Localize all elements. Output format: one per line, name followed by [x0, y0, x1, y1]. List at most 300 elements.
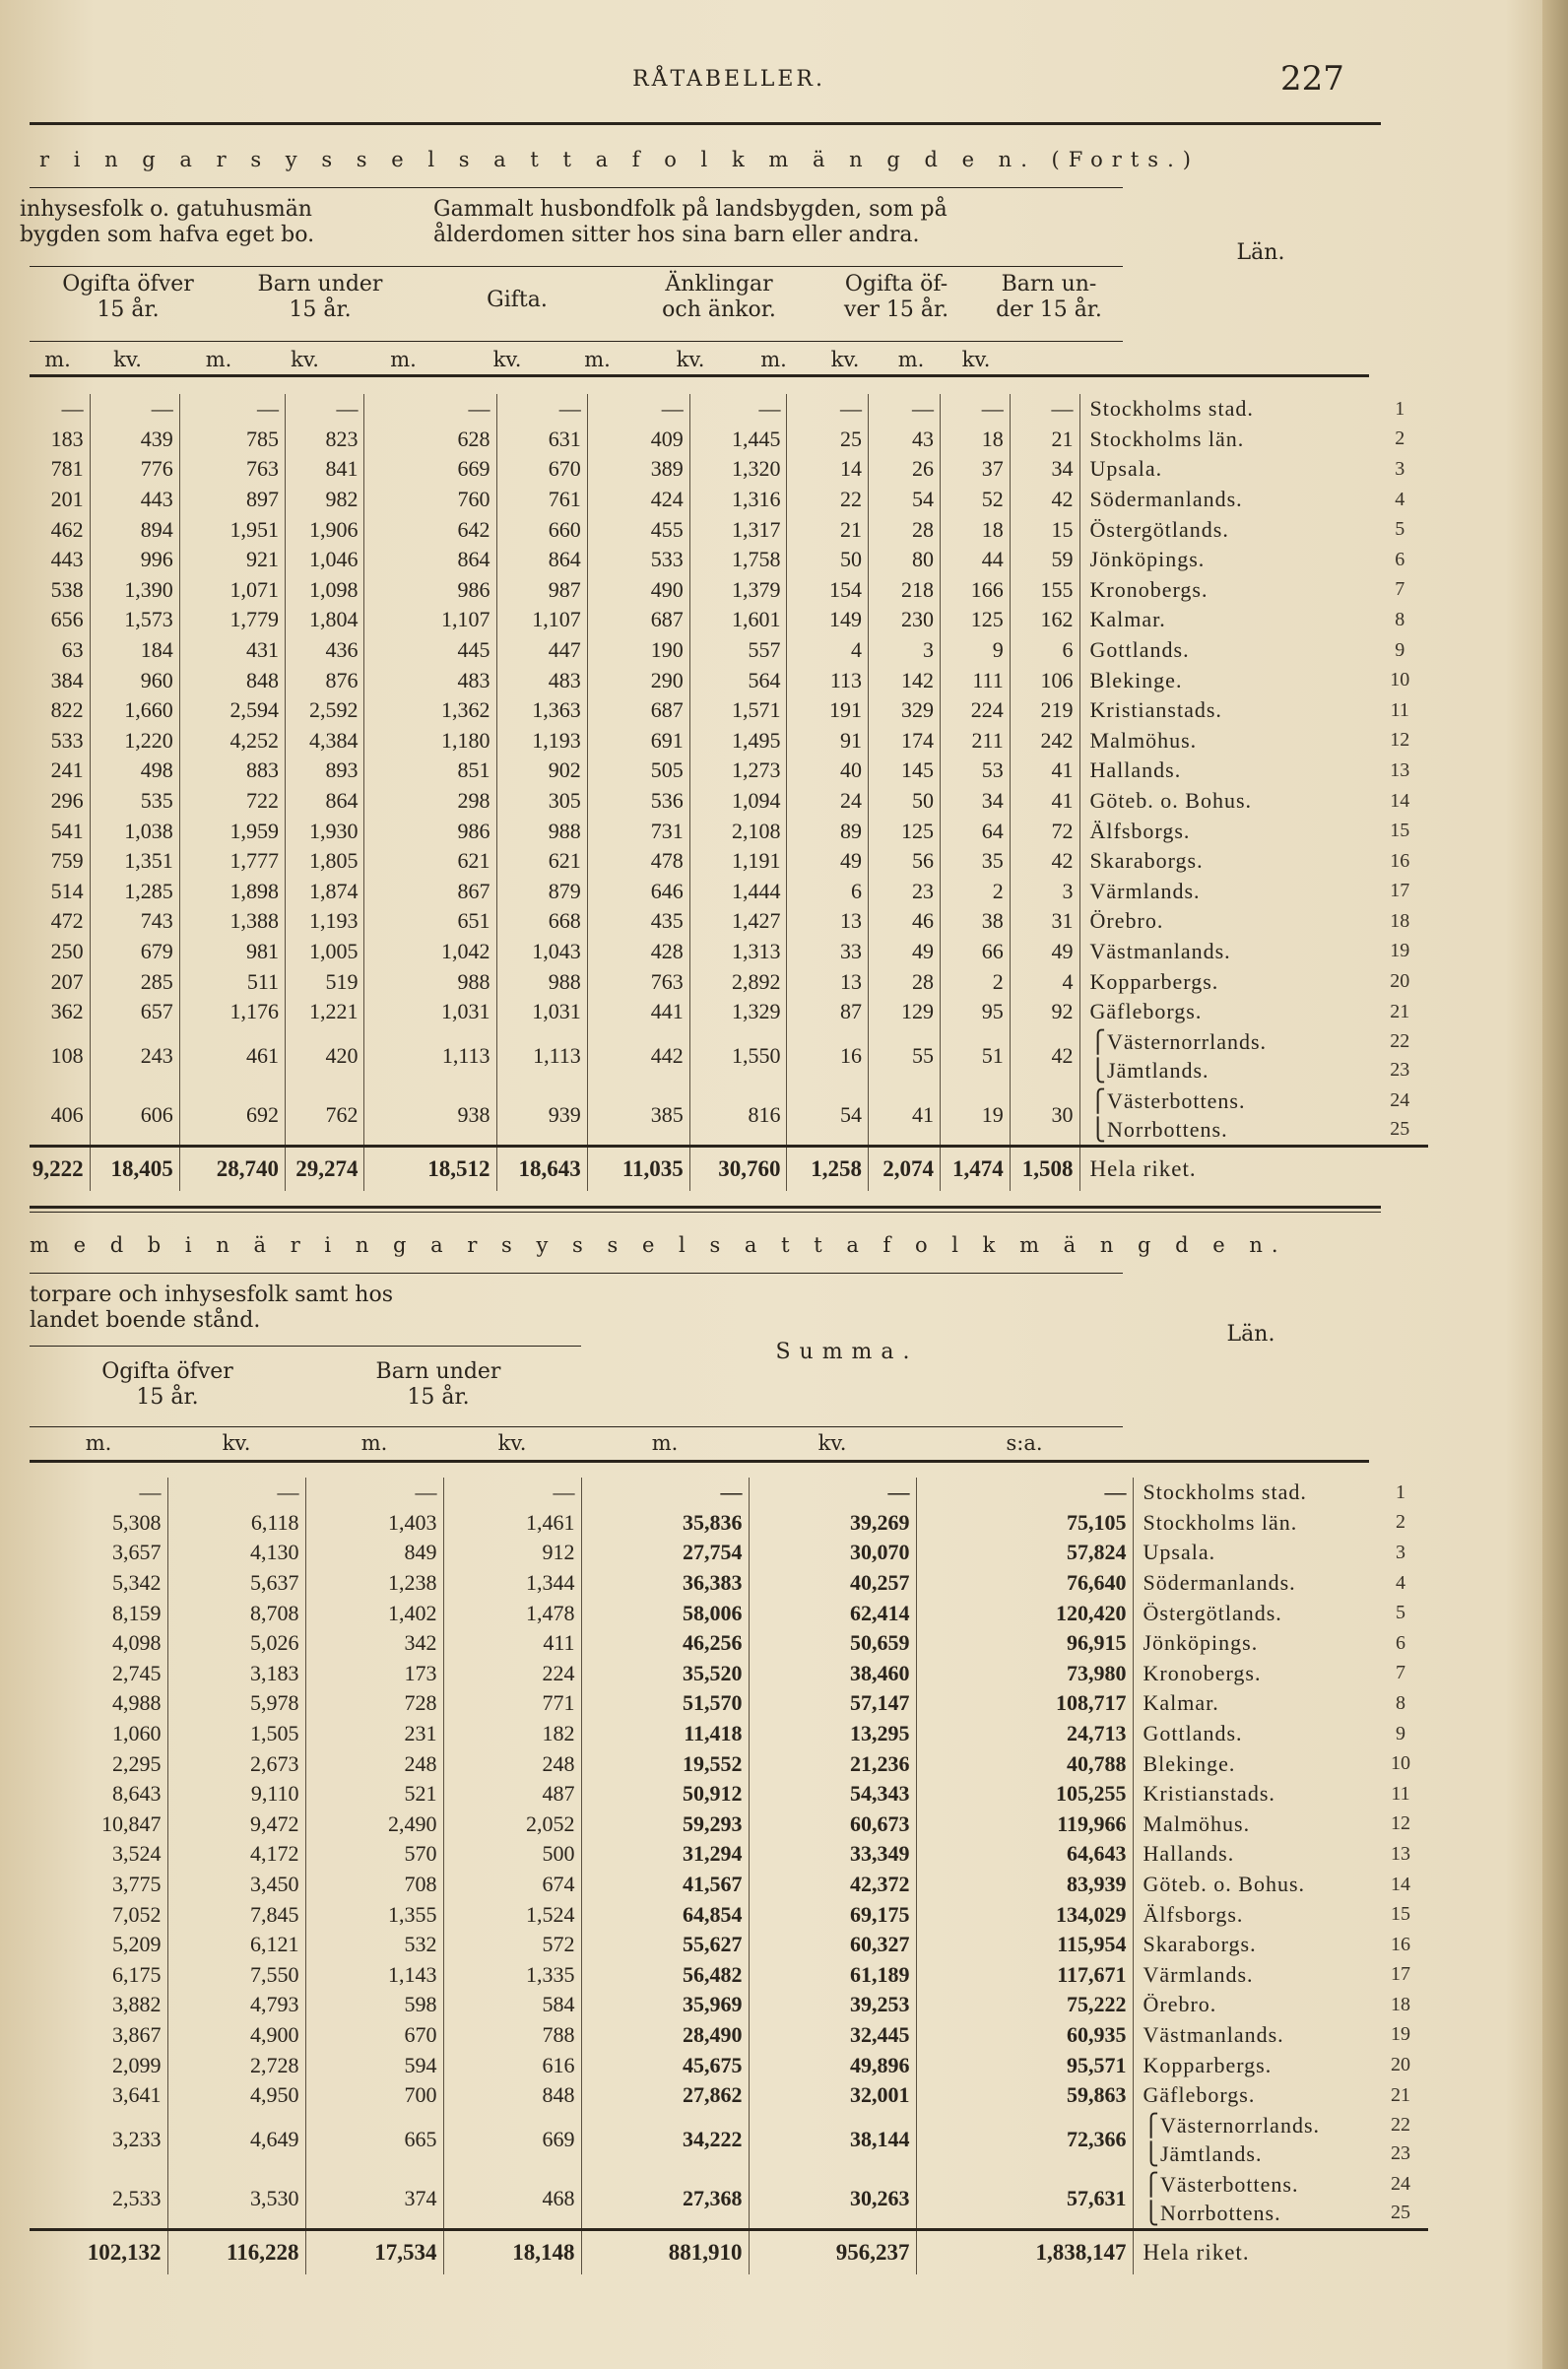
- table-cell: 89: [787, 816, 869, 846]
- table-row: [30, 1719, 1428, 1749]
- lan-name: ⎧Västernorrlands. ⎩Jämtlands.: [1143, 2113, 1321, 2167]
- table-cell: 6,121: [167, 1930, 305, 1960]
- table-cell: 40,257: [749, 1568, 916, 1599]
- lan-name: Upsala.: [1089, 456, 1163, 482]
- table-cell: 241: [30, 756, 90, 786]
- table-cell: 988: [496, 966, 587, 997]
- table-cell: 557: [689, 635, 787, 666]
- table-cell: 2,052: [443, 1810, 581, 1840]
- table-cell: 670: [305, 2020, 443, 2051]
- table-cell: 1,071: [179, 575, 285, 606]
- table-cell: 616: [443, 2050, 581, 2080]
- lan-name: Gottlands.: [1089, 637, 1190, 663]
- table-cell: 594: [305, 2050, 443, 2080]
- table-cell: 23: [869, 877, 941, 907]
- table-cell: 986: [364, 816, 496, 846]
- table-cell: —: [167, 1478, 305, 1508]
- table-cell: 447: [496, 635, 587, 666]
- table-cell: 1,005: [286, 937, 364, 967]
- total-cell: 30,760: [689, 1147, 787, 1192]
- table-cell: 231: [305, 1719, 443, 1749]
- running-header: RÅTABELLER.: [632, 67, 825, 92]
- row-number: 11: [1390, 698, 1409, 721]
- table-cell: 28: [869, 966, 941, 997]
- row-number: 24 25: [1391, 2173, 1410, 2224]
- top-group1-heading: inhysesfolk o. gatuhusmän bygden som hafva eget bo.: [20, 197, 315, 247]
- row-number: 8: [1395, 608, 1405, 630]
- table-cell: 1,220: [90, 726, 179, 757]
- table-cell: 1,107: [364, 605, 496, 635]
- row-number: 16: [1391, 1933, 1410, 1955]
- lan-name: Gäfleborgs.: [1143, 2082, 1256, 2108]
- total-cell: 9,222: [30, 1147, 90, 1192]
- table-cell: 162: [1010, 605, 1079, 635]
- table-cell: 60,327: [749, 1930, 916, 1960]
- table-row: [30, 1508, 1428, 1539]
- row-number: 14: [1391, 1873, 1410, 1895]
- table-cell: 1,930: [286, 816, 364, 846]
- table-cell: 1,335: [443, 1960, 581, 1991]
- bottom-lan-heading: Län.: [1226, 1322, 1275, 1347]
- table-cell: 651: [364, 906, 496, 937]
- table-cell: 2,490: [305, 1810, 443, 1840]
- table-row: [30, 816, 1428, 846]
- lan-name: Älfsborgs.: [1089, 818, 1191, 843]
- table-cell: 298: [364, 786, 496, 817]
- table-cell: 11,418: [581, 1719, 749, 1749]
- lan-name: Hallands.: [1143, 1841, 1235, 1867]
- table-cell: 822: [30, 695, 90, 726]
- table-cell: 120,420: [916, 1598, 1133, 1628]
- table-cell: —: [581, 1478, 749, 1508]
- table-cell: 478: [587, 846, 689, 877]
- bottom-summa-heading: Summa.: [775, 1340, 919, 1364]
- table-cell: 511: [179, 966, 285, 997]
- table-cell: 1,329: [689, 997, 787, 1027]
- table-cell: 72: [1010, 816, 1079, 846]
- lan-name: Malmöhus.: [1143, 1810, 1251, 1836]
- table-cell: 211: [940, 726, 1010, 757]
- lan-name: Kalmar.: [1089, 607, 1166, 632]
- table-cell: 431: [179, 635, 285, 666]
- table-cell: 670: [496, 454, 587, 485]
- row-number: 19: [1390, 940, 1410, 962]
- table-cell: 628: [364, 425, 496, 455]
- table-row: [30, 997, 1428, 1027]
- table-cell: 105,255: [916, 1779, 1133, 1810]
- table-cell: 500: [443, 1839, 581, 1870]
- table-cell: 441: [587, 997, 689, 1027]
- table-cell: 897: [179, 485, 285, 515]
- table-cell: 3,233: [30, 2110, 167, 2169]
- lan-name: Stockholms stad.: [1143, 1480, 1307, 1505]
- table-cell: 24: [787, 786, 869, 817]
- table-cell: 1,344: [443, 1568, 581, 1599]
- row-number: 10: [1391, 1752, 1410, 1775]
- table-cell: 851: [364, 756, 496, 786]
- table-cell: 50: [869, 786, 941, 817]
- table-cell: 8,708: [167, 1598, 305, 1628]
- table-cell: 841: [286, 454, 364, 485]
- table-cell: 56: [869, 846, 941, 877]
- table-cell: 621: [496, 846, 587, 877]
- table-cell: 35: [940, 846, 1010, 877]
- table-cell: 248: [305, 1748, 443, 1779]
- table-cell: —: [689, 394, 787, 425]
- table-cell: 883: [179, 756, 285, 786]
- total-row: [30, 1147, 1428, 1192]
- table-cell: 3,183: [167, 1659, 305, 1689]
- table-cell: 1,461: [443, 1508, 581, 1539]
- table-cell: 6: [787, 877, 869, 907]
- table-cell: 80: [869, 545, 941, 575]
- lan-name: Gäfleborgs.: [1089, 999, 1203, 1024]
- table-cell: 406: [30, 1086, 90, 1147]
- table-cell: 18: [940, 425, 1010, 455]
- table-cell: 42,372: [749, 1870, 916, 1900]
- table-cell: 1,805: [286, 846, 364, 877]
- table-cell: 243: [90, 1026, 179, 1086]
- table-cell: 864: [496, 545, 587, 575]
- table-cell: 33,349: [749, 1839, 916, 1870]
- table-cell: 1,571: [689, 695, 787, 726]
- table-cell: —: [30, 1478, 167, 1508]
- table-cell: 1,107: [496, 605, 587, 635]
- table-cell: 290: [587, 665, 689, 695]
- total-cell: 18,512: [364, 1147, 496, 1192]
- table-cell: 687: [587, 695, 689, 726]
- table-cell: 55: [869, 1026, 941, 1086]
- total-cell: 18,405: [90, 1147, 179, 1192]
- table-cell: 1,390: [90, 575, 179, 606]
- table-cell: 1,959: [179, 816, 285, 846]
- lan-name: Värmlands.: [1089, 878, 1201, 903]
- top-data-table: [30, 394, 1428, 1191]
- table-cell: 1,046: [286, 545, 364, 575]
- table-cell: 3: [1010, 877, 1079, 907]
- table-cell: 49,896: [749, 2050, 916, 2080]
- table-cell: 879: [496, 877, 587, 907]
- table-cell: 41: [869, 1086, 941, 1147]
- table-cell: 173: [305, 1659, 443, 1689]
- table-cell: 763: [587, 966, 689, 997]
- table-cell: 248: [443, 1748, 581, 1779]
- table-cell: 483: [364, 665, 496, 695]
- table-cell: 1,777: [179, 846, 285, 877]
- table-cell: 1,098: [286, 575, 364, 606]
- table-cell: 722: [179, 786, 285, 817]
- table-row: [30, 1086, 1428, 1147]
- row-number: 1: [1396, 1481, 1405, 1503]
- table-cell: 1,804: [286, 605, 364, 635]
- row-number: 2: [1396, 1511, 1405, 1534]
- table-cell: 75,222: [916, 1990, 1133, 2020]
- table-cell: 51,570: [581, 1688, 749, 1719]
- table-cell: 849: [305, 1538, 443, 1568]
- table-cell: 374: [305, 2169, 443, 2230]
- sex-column-label: m.: [760, 348, 787, 371]
- row-number: 9: [1396, 1722, 1405, 1744]
- lan-name: Malmöhus.: [1089, 727, 1198, 753]
- row-number: 8: [1396, 1691, 1405, 1714]
- table-cell: 7,052: [30, 1899, 167, 1930]
- table-row: [30, 1839, 1428, 1870]
- table-cell: 498: [90, 756, 179, 786]
- table-cell: 57,824: [916, 1538, 1133, 1568]
- table-cell: 49: [1010, 937, 1079, 967]
- table-cell: 1,445: [689, 425, 787, 455]
- table-cell: 60,673: [749, 1810, 916, 1840]
- page-number: 227: [1280, 59, 1344, 99]
- table-cell: 996: [90, 545, 179, 575]
- sex-column-label: m.: [205, 348, 232, 371]
- lan-name: Örebro.: [1089, 908, 1164, 934]
- top-sub-anklingar: Änklingar och änkor.: [662, 272, 776, 322]
- table-cell: 10,847: [30, 1810, 167, 1840]
- table-cell: 91: [787, 726, 869, 757]
- table-cell: 83,939: [916, 1870, 1133, 1900]
- table-cell: 224: [443, 1659, 581, 1689]
- table-cell: 864: [364, 545, 496, 575]
- table-cell: 2,592: [286, 695, 364, 726]
- total-label: Hela riket.: [1079, 1147, 1377, 1192]
- table-row: [30, 1688, 1428, 1719]
- sex-column-label: kv.: [817, 1431, 847, 1455]
- table-cell: —: [916, 1478, 1133, 1508]
- table-cell: 781: [30, 454, 90, 485]
- table-cell: —: [305, 1478, 443, 1508]
- top-group2-heading: Gammalt husbondfolk på landsbygden, som på ålderdomen sitter hos sina barn eller andra.: [433, 197, 947, 247]
- table-cell: 50,659: [749, 1628, 916, 1659]
- table-cell: 87: [787, 997, 869, 1027]
- empty-cell: [1377, 1147, 1428, 1192]
- table-cell: 50: [787, 545, 869, 575]
- table-cell: 76,640: [916, 1568, 1133, 1599]
- table-cell: 24,713: [916, 1719, 1133, 1749]
- table-cell: —: [286, 394, 364, 425]
- table-cell: 15: [1010, 514, 1079, 545]
- table-cell: 21: [1010, 425, 1079, 455]
- top-sub-gifta: Gifta.: [487, 288, 548, 312]
- table-cell: 28,490: [581, 2020, 749, 2051]
- table-cell: 572: [443, 1930, 581, 1960]
- table-cell: 3,524: [30, 1839, 167, 1870]
- table-cell: 25: [787, 425, 869, 455]
- table-cell: 960: [90, 665, 179, 695]
- lan-name: Kopparbergs.: [1143, 2052, 1273, 2077]
- table-cell: 7,845: [167, 1899, 305, 1930]
- row-number: 10: [1390, 669, 1410, 691]
- lan-name: ⎧Västerbottens. ⎩Norrbottens.: [1089, 1088, 1246, 1143]
- table-cell: —: [940, 394, 1010, 425]
- table-cell: 385: [587, 1086, 689, 1147]
- table-cell: 1,313: [689, 937, 787, 967]
- sex-column-label: s:a.: [1006, 1431, 1043, 1455]
- total-cell: 28,740: [179, 1147, 285, 1192]
- table-cell: 2,099: [30, 2050, 167, 2080]
- row-number: 11: [1391, 1782, 1410, 1805]
- table-cell: 921: [179, 545, 285, 575]
- table-cell: 182: [443, 1719, 581, 1749]
- table-cell: 4: [1010, 966, 1079, 997]
- table-cell: 4,900: [167, 2020, 305, 2051]
- total-cell: 17,534: [305, 2230, 443, 2275]
- table-cell: 95: [940, 997, 1010, 1027]
- total-cell: 18,643: [496, 1147, 587, 1192]
- table-cell: 125: [940, 605, 1010, 635]
- table-cell: 129: [869, 997, 941, 1027]
- table-cell: 1,273: [689, 756, 787, 786]
- table-cell: 1,573: [90, 605, 179, 635]
- table-cell: 1,427: [689, 906, 787, 937]
- row-number: 6: [1396, 1631, 1405, 1654]
- lan-name: Göteb. o. Bohus.: [1089, 788, 1253, 814]
- table-cell: 939: [496, 1086, 587, 1147]
- table-cell: 174: [869, 726, 941, 757]
- table-cell: 64,643: [916, 1839, 1133, 1870]
- table-cell: 35,969: [581, 1990, 749, 2020]
- table-row: [30, 2080, 1428, 2111]
- table-row: [30, 1659, 1428, 1689]
- table-row: [30, 2110, 1428, 2169]
- table-cell: 75,105: [916, 1508, 1133, 1539]
- table-cell: 35,836: [581, 1508, 749, 1539]
- row-number: 19: [1391, 2023, 1410, 2046]
- lan-name: Älfsborgs.: [1143, 1901, 1244, 1927]
- table-cell: —: [787, 394, 869, 425]
- table-cell: 987: [496, 575, 587, 606]
- table-cell: 39,269: [749, 1508, 916, 1539]
- table-cell: 66: [940, 937, 1010, 967]
- table-cell: 3,657: [30, 1538, 167, 1568]
- table-cell: 108,717: [916, 1688, 1133, 1719]
- top-sub-barn: Barn under 15 år.: [257, 272, 383, 322]
- table-cell: 443: [30, 545, 90, 575]
- lan-name: Örebro.: [1143, 1992, 1217, 2017]
- bottom-sub-barn: Barn under 15 år.: [375, 1359, 501, 1410]
- lan-name: ⎧Västernorrlands. ⎩Jämtlands.: [1089, 1029, 1268, 1084]
- lan-name: Västmanlands.: [1143, 2021, 1284, 2047]
- table-cell: 679: [90, 937, 179, 967]
- row-number: 1: [1395, 397, 1405, 420]
- lan-name: Jönköpings.: [1089, 547, 1206, 572]
- table-cell: 893: [286, 756, 364, 786]
- lan-name: Göteb. o. Bohus.: [1143, 1872, 1305, 1897]
- table-cell: 39,253: [749, 1990, 916, 2020]
- table-cell: 1,285: [90, 877, 179, 907]
- table-row: [30, 786, 1428, 817]
- table-cell: 2,892: [689, 966, 787, 997]
- sex-column-label: kv.: [113, 348, 142, 371]
- table-cell: 34: [940, 786, 1010, 817]
- table-cell: 3,867: [30, 2020, 167, 2051]
- sex-column-label: kv.: [492, 348, 522, 371]
- table-cell: 73,980: [916, 1659, 1133, 1689]
- table-cell: 46,256: [581, 1628, 749, 1659]
- table-cell: 43: [869, 425, 941, 455]
- table-cell: 1,388: [179, 906, 285, 937]
- table-cell: 1,495: [689, 726, 787, 757]
- table-cell: 1,193: [496, 726, 587, 757]
- table-cell: —: [30, 394, 90, 425]
- row-number: 18: [1390, 909, 1410, 932]
- table-cell: 230: [869, 605, 941, 635]
- table-cell: 31,294: [581, 1839, 749, 1870]
- table-cell: 13,295: [749, 1719, 916, 1749]
- row-number: 15: [1391, 1903, 1410, 1926]
- table-cell: 823: [286, 425, 364, 455]
- table-cell: 155: [1010, 575, 1079, 606]
- table-cell: 54: [787, 1086, 869, 1147]
- top-sub-ogifta2: Ogifta öf- ver 15 år.: [843, 272, 949, 322]
- table-cell: 115,954: [916, 1930, 1133, 1960]
- empty-cell: [1379, 2230, 1428, 2275]
- row-number: 5: [1396, 1602, 1405, 1624]
- table-cell: 27,368: [581, 2169, 749, 2230]
- table-cell: 1,363: [496, 695, 587, 726]
- table-cell: 1,362: [364, 695, 496, 726]
- table-cell: 536: [587, 786, 689, 817]
- table-cell: —: [496, 394, 587, 425]
- table-cell: 1,317: [689, 514, 787, 545]
- table-cell: 1,316: [689, 485, 787, 515]
- sex-column-label: kv.: [961, 348, 991, 371]
- table-cell: 5,978: [167, 1688, 305, 1719]
- sex-column-label: kv.: [830, 348, 860, 371]
- table-cell: 18: [940, 514, 1010, 545]
- table-cell: 424: [587, 485, 689, 515]
- table-cell: 668: [496, 906, 587, 937]
- top-table-title: r i n g a r s y s s e l s a t t a f o l k m ä n g d e n. (Forts.): [39, 148, 1200, 171]
- lan-name: Jönköpings.: [1143, 1630, 1259, 1656]
- table-cell: 4,793: [167, 1990, 305, 2020]
- table-cell: 119,966: [916, 1810, 1133, 1840]
- table-cell: 108: [30, 1026, 90, 1086]
- table-row: [30, 2020, 1428, 2051]
- table-cell: 759: [30, 846, 90, 877]
- table-cell: 16: [787, 1026, 869, 1086]
- table-row: [30, 1960, 1428, 1991]
- bottom-sub-ogifta: Ogifta öfver 15 år.: [101, 1359, 233, 1410]
- row-number: 13: [1391, 1842, 1410, 1865]
- table-cell: 762: [286, 1086, 364, 1147]
- table-cell: 864: [286, 786, 364, 817]
- table-cell: 1,038: [90, 816, 179, 846]
- table-cell: 674: [443, 1870, 581, 1900]
- table-cell: 30,070: [749, 1538, 916, 1568]
- sex-column-label: kv.: [291, 348, 319, 371]
- table-cell: 30,263: [749, 2169, 916, 2230]
- table-cell: 3,775: [30, 1870, 167, 1900]
- table-cell: 428: [587, 937, 689, 967]
- table-cell: 57,631: [916, 2169, 1133, 2230]
- table-row: [30, 846, 1428, 877]
- table-row: [30, 1870, 1428, 1900]
- bottom-data-table: [30, 1478, 1428, 2274]
- table-row: [30, 635, 1428, 666]
- table-cell: 2: [940, 877, 1010, 907]
- table-cell: 31: [1010, 906, 1079, 937]
- table-cell: 58,006: [581, 1598, 749, 1628]
- table-row: [30, 906, 1428, 937]
- table-cell: 2,108: [689, 816, 787, 846]
- table-cell: 656: [30, 605, 90, 635]
- table-cell: 1,180: [364, 726, 496, 757]
- book-spine: [1542, 0, 1568, 2369]
- table-cell: 56,482: [581, 1960, 749, 1991]
- table-cell: 490: [587, 575, 689, 606]
- table-cell: 7,550: [167, 1960, 305, 1991]
